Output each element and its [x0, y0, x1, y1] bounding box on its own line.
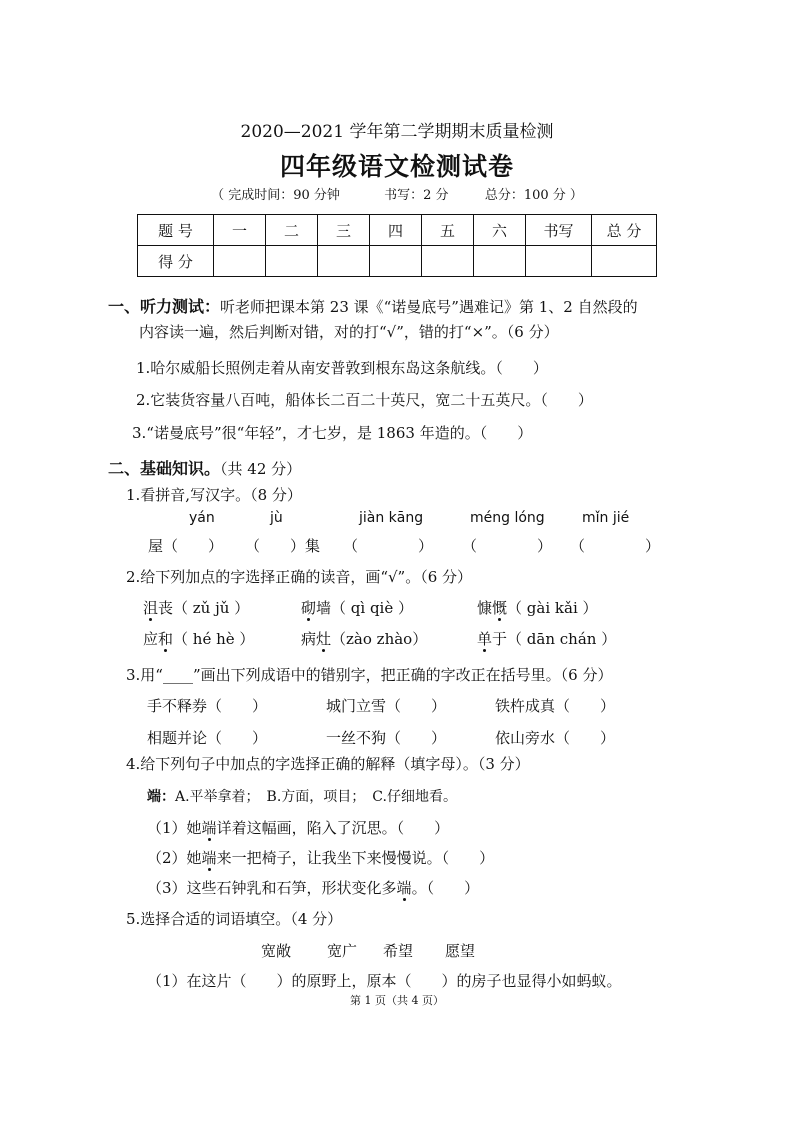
q2-item-dotted-char: 慨 — [492, 599, 508, 617]
q1-pinyin: méng lóng — [470, 510, 545, 526]
q4-item[interactable] — [147, 877, 479, 898]
exam-meta — [0, 184, 794, 203]
q4-item-pre: （3）这些石钟乳和石笋，形状变化多 — [147, 879, 397, 897]
q4-item[interactable] — [147, 817, 449, 838]
score-head-cell: 六 — [474, 215, 526, 246]
score-head-cell: 二 — [266, 215, 318, 246]
section2-heading-line — [108, 456, 301, 479]
q1-pinyin: jiàn kāng — [359, 510, 424, 526]
section1-line1 — [108, 294, 638, 317]
q2-item-dotted-char: 和 — [158, 630, 174, 648]
q3-item[interactable]: 一丝不狗（ ） — [326, 729, 447, 747]
q3-item[interactable]: 相题并论（ ） — [147, 729, 268, 747]
q1-pinyin: jù — [270, 510, 283, 526]
q1-pinyin: yán — [189, 510, 215, 526]
q2-item-post: 于（ dān chán ） — [492, 630, 617, 648]
q2-item[interactable] — [301, 628, 427, 649]
q2-item-post: （zào zhào） — [331, 630, 428, 648]
score-row-label: 得 分 — [138, 246, 214, 277]
q4-options-line — [147, 786, 457, 806]
score-table-score-row — [138, 246, 657, 277]
score-table — [137, 214, 657, 277]
score-cell[interactable] — [592, 246, 657, 277]
score-cell[interactable] — [526, 246, 592, 277]
score-cell[interactable] — [370, 246, 422, 277]
score-head-cell: 五 — [422, 215, 474, 246]
score-head-cell: 总 分 — [592, 215, 657, 246]
q2-item[interactable] — [301, 597, 413, 618]
section1-item: 1.哈尔威船长照例走着从南安普敦到根东岛这条航线。（ ） — [136, 359, 548, 377]
score-cell[interactable] — [474, 246, 526, 277]
q2-item-dotted-char: 沮 — [143, 599, 159, 617]
q4-options: A.平举拿着； B.方面，项目； C.仔细地看。 — [175, 789, 457, 805]
score-cell[interactable] — [318, 246, 370, 277]
exam-subtitle: 2020—2021 学年第二学期期末质量检测 — [240, 122, 554, 142]
q2-item-post: 墙（ qì qiè ） — [316, 599, 413, 617]
section1-item: 2.它装货容量八百吨，船体长二百二十英尺，宽二十五英尺。（ ） — [136, 391, 593, 409]
q2-item[interactable] — [477, 597, 598, 618]
meta-total: 总分：100 分 ） — [484, 188, 583, 203]
q2-item-pre: 应 — [143, 630, 159, 648]
q4-item-pre: （2）她 — [147, 849, 202, 867]
section2-heading-score: （共 42 分） — [220, 460, 302, 478]
section2-heading: 二、基础知识。 — [108, 459, 221, 478]
score-table-head-row — [138, 215, 657, 246]
q2-item-dotted-char: 砌 — [301, 599, 317, 617]
q2-item-dotted-char: 单 — [477, 630, 493, 648]
score-cell[interactable] — [266, 246, 318, 277]
score-head-cell: 三 — [318, 215, 370, 246]
score-head-cell: 题 号 — [138, 215, 214, 246]
q2-item-dotted-char: 灶 — [316, 630, 332, 648]
q3-item[interactable]: 城门立雪（ ） — [326, 697, 447, 715]
meta-time: （ 完成时间：90 分钟 — [211, 188, 340, 203]
score-cell[interactable] — [422, 246, 474, 277]
section1-instruction-a: 听老师把课本第 23 课《“诺曼底号”遇难记》第 1、2 自然段的 — [220, 298, 638, 316]
q4-item-post: 详着这幅画，陷入了沉思。（ ） — [216, 819, 450, 837]
score-head-cell: 四 — [370, 215, 422, 246]
q1-blank[interactable]: （ ） — [462, 537, 553, 555]
q3-item[interactable]: 铁杵成真（ ） — [495, 697, 616, 715]
q4-item-dotted-char: 端 — [201, 849, 217, 867]
q5-word: 希望 — [383, 942, 414, 960]
page-title: 四年级语文检测试卷 — [279, 152, 514, 181]
q4-item-pre: （1）她 — [147, 819, 202, 837]
meta-writing: 书写：2 分 — [384, 188, 449, 203]
q2-item-pre: 病 — [301, 630, 317, 648]
q4-item-dotted-char: 端 — [201, 819, 217, 837]
q1-blank[interactable]: （ ） — [343, 537, 434, 555]
score-head-cell: 书写 — [526, 215, 592, 246]
q3-item[interactable]: 依山旁水（ ） — [495, 729, 616, 747]
score-cell[interactable] — [214, 246, 266, 277]
q1-blank[interactable]: （ ） — [570, 537, 661, 555]
q1-blank[interactable]: 屋（ ） — [148, 537, 224, 555]
q1-title: 1.看拼音,写汉字。（8 分） — [126, 486, 302, 504]
q4-item[interactable] — [147, 847, 494, 868]
q5-title: 5.选择合适的词语填空。（4 分） — [126, 910, 343, 928]
q2-title: 2.给下列加点的字选择正确的读音，画“√”。（6 分） — [126, 568, 473, 586]
q5-word: 宽广 — [327, 942, 358, 960]
q5-word: 愿望 — [445, 942, 476, 960]
q2-item-post: （ hé hè ） — [173, 630, 255, 648]
section1-heading: 一、听力测试： — [108, 297, 221, 316]
q2-item-pre: 慷 — [477, 599, 493, 617]
q2-item[interactable] — [143, 628, 254, 649]
section1-instruction-b: 内容读一遍，然后判断对错，对的打“√”，错的打“×”。（6 分） — [139, 323, 559, 341]
q4-item-post: 。（ ） — [411, 879, 480, 897]
page-number: 第 1 页（共 4 页） — [350, 994, 444, 1007]
q2-item[interactable] — [477, 628, 616, 649]
q3-item[interactable]: 手不释券（ ） — [147, 697, 268, 715]
q1-blank[interactable]: （ ）集 — [245, 537, 321, 555]
score-head-cell: 一 — [214, 215, 266, 246]
q1-pinyin: mǐn jié — [582, 510, 630, 526]
q3-title: 3.用“____”画出下列成语中的错别字，把正确的字改正在括号里。（6 分） — [126, 666, 613, 684]
q4-word: 端： — [147, 789, 175, 805]
q4-title: 4.给下列句子中加点的字选择正确的解释（填字母）。（3 分） — [126, 755, 530, 773]
q2-item[interactable] — [143, 597, 249, 618]
q4-item-dotted-char: 端 — [396, 879, 412, 897]
q4-item-post: 来一把椅子，让我坐下来慢慢说。（ ） — [216, 849, 495, 867]
q5-item[interactable]: （1）在这片（ ）的原野上，原本（ ）的房子也显得小如蚂蚁。 — [147, 972, 622, 990]
q2-item-post: 丧（ zǔ jǔ ） — [158, 599, 250, 617]
q5-word: 宽敞 — [261, 942, 292, 960]
section1-item: 3.“诺曼底号”很“年轻”，才七岁，是 1863 年造的。（ ） — [132, 424, 533, 442]
q2-item-post: （ gài kǎi ） — [507, 599, 598, 617]
